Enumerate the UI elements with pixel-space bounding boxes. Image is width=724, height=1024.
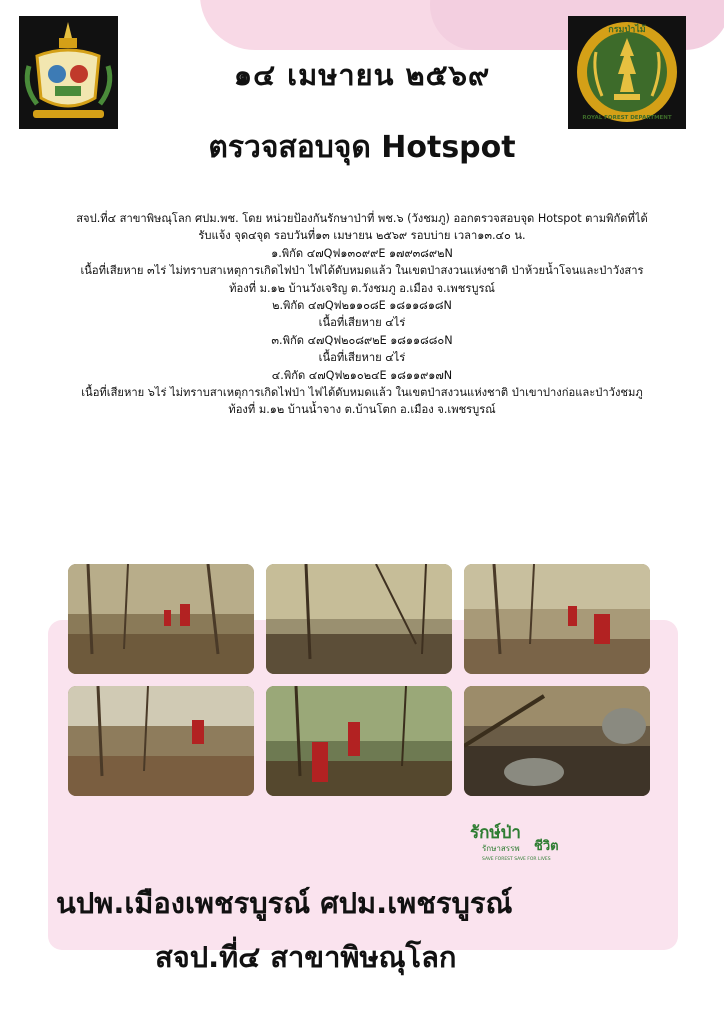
brand-accent-text: ชีวิต [534, 839, 559, 854]
forest-photo [266, 686, 452, 796]
footer-unit-line: นปพ.เมืองเพชรบูรณ์ ศปม.เพชรบูรณ์ [56, 886, 513, 920]
report-line: ๔.พิกัด ๔๗Qฟ๒๑๐๒๔E ๑๘๑๑๙๑๗N [271, 368, 453, 382]
report-line: สจป.ที่๔ สาขาพิษณุโลก ศปม.พช. โดย หน่วยป้องกันรักษาป่าที่ พช.๖ (วังชมภู) ออกตรวจสอบจุด Hotspot ตามพิกัดที่ได้ [76, 212, 648, 225]
seal-ring-text: กรมป่าไม้ [608, 25, 646, 35]
forest-photo [464, 686, 650, 796]
report-line: ท้องที่ ม.๑๒ บ้านน้ำจาง ต.บ้านโตก อ.เมือง จ.เพชรบูรณ์ [228, 403, 496, 417]
report-line: เนื้อที่เสียหาย ๔ไร่ [318, 316, 406, 330]
report-line: เนื้อที่เสียหาย ๖ไร่ ไม่ทราบสาเหตุการเกิดไฟป่า ไฟได้ดับหมดแล้ว ในเขตป่าสงวนแห่งชาติ ป่าเขาปางก่อและป่าวังชมภู [81, 386, 643, 400]
report-line: ๒.พิกัด ๔๗Qฟ๒๑๑๐๘E ๑๘๑๑๘๑๘N [272, 299, 452, 313]
report-line: ๓.พิกัด ๔๗Qฟ๒๐๘๙๒E ๑๘๑๑๘๘๐N [271, 333, 453, 347]
report-line: รับแจ้ง จุด๔จุด รอบวันที่๑๓ เมษายน ๒๕๖๙ รอบบ่าย เวลา๑๓.๔๐ น. [198, 229, 526, 243]
report-line: เนื้อที่เสียหาย ๓ไร่ ไม่ทราบสาเหตุการเกิดไฟป่า ไฟได้ดับหมดแล้ว ในเขตป่าสงวนแห่งชาติ ป่าห้วยน้ำโจนและป่าวังสาร [80, 264, 644, 278]
save-forest-brand-logo [470, 818, 580, 866]
report-body [12, 210, 712, 419]
brand-sub-text: รักษาสรรพ [482, 844, 520, 853]
brand-main-text: รักษ์ป่า [470, 823, 521, 843]
forest-photo [464, 564, 650, 674]
report-line: ท้องที่ ม.๑๒ บ้านวังเจริญ ต.วังชมภู อ.เมือง จ.เพชรบูรณ์ [229, 281, 495, 295]
forest-photo [266, 564, 452, 674]
forest-photo [68, 686, 254, 796]
report-line: ๑.พิกัด ๔๗Qฟ๑๓๐๙๙E ๑๗๙๓๘๙๒N [271, 246, 453, 260]
report-date: ๑๔ เมษายน ๒๕๖๙ [233, 58, 491, 92]
page-title: ตรวจสอบจุด Hotspot [208, 130, 516, 165]
brand-tagline: SAVE FOREST SAVE FOR LIVES [482, 857, 551, 862]
report-line: เนื้อที่เสียหาย ๔ไร่ [318, 351, 406, 365]
forest-photo [68, 564, 254, 674]
footer-office-line: สจป.ที่๔ สาขาพิษณุโลก [155, 940, 457, 974]
photo-grid [68, 564, 654, 796]
seal-bottom-text: ROYAL FOREST DEPARTMENT [582, 115, 672, 121]
